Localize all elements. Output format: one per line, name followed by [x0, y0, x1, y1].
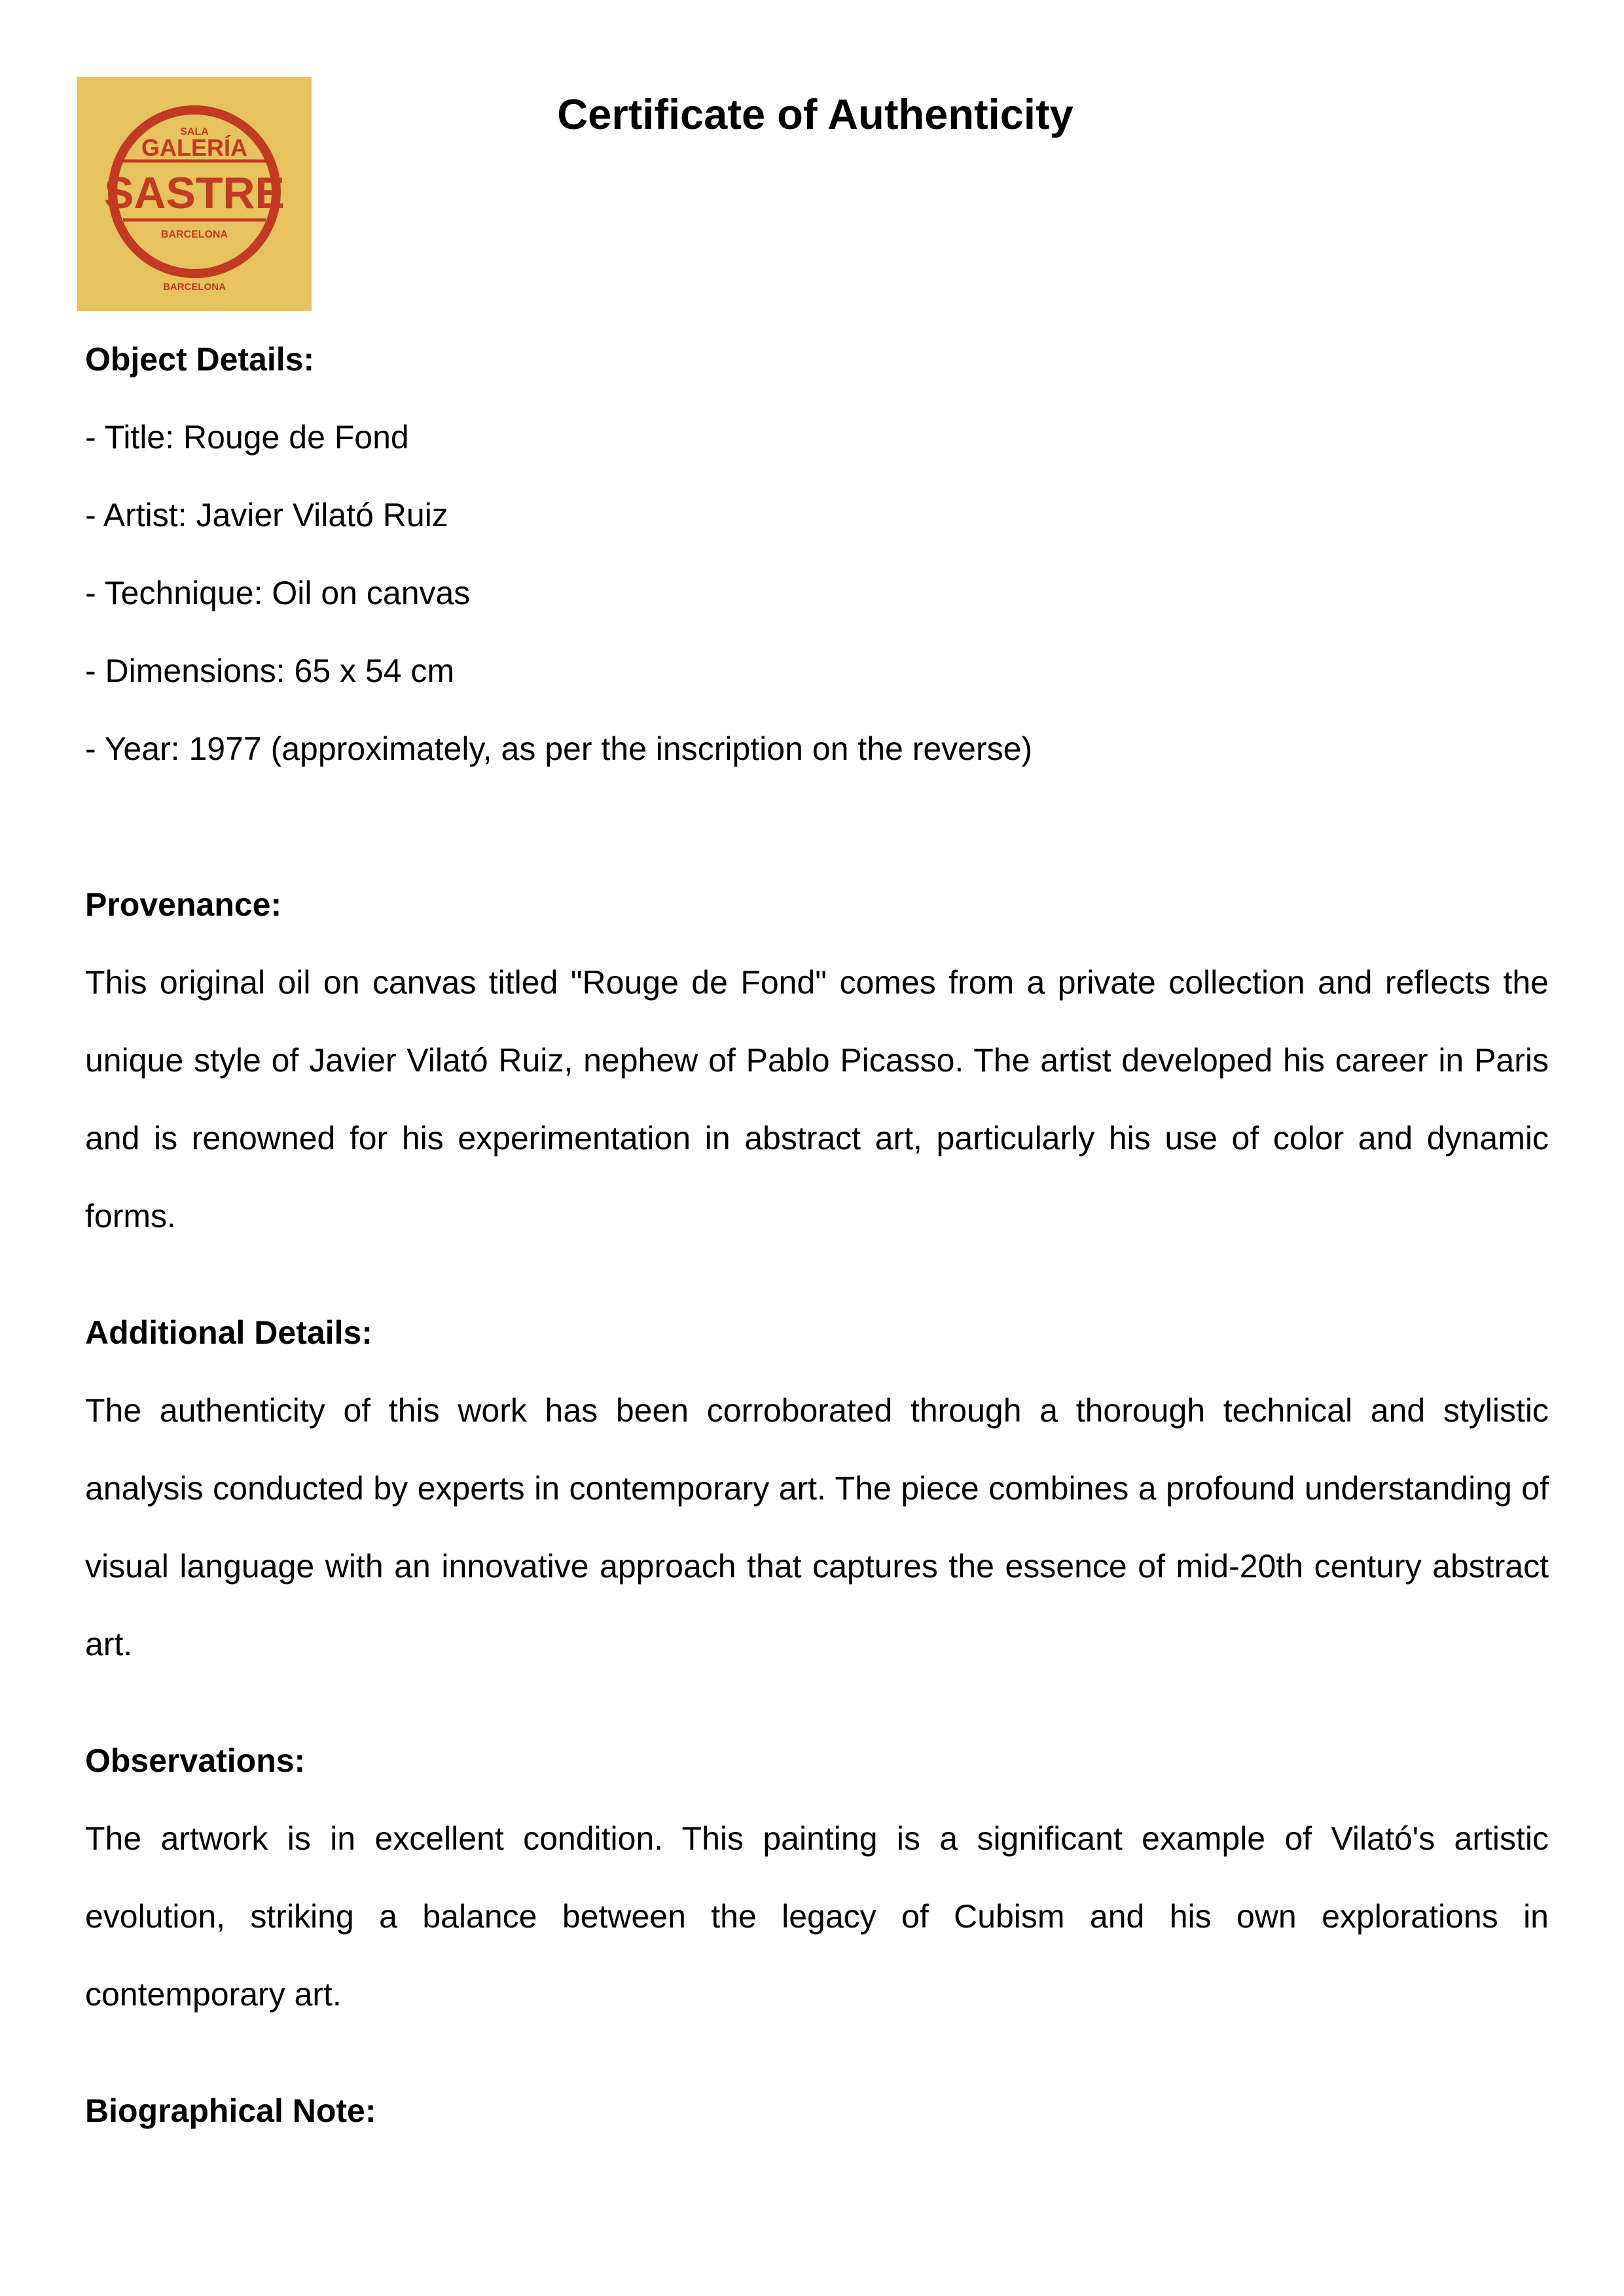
object-detail-year: - Year: 1977 (approximately, as per the inscription on the reverse) — [85, 730, 1033, 767]
logo-bottom-text: BARCELONA — [163, 281, 226, 293]
object-detail-title: - Title: Rouge de Fond — [85, 419, 409, 456]
spacer — [85, 2034, 1549, 2072]
additional-details-heading: Additional Details: — [85, 1314, 372, 1351]
logo-name-line1: GALERÍA — [141, 134, 247, 161]
logo-ring-text: BARCELONA — [160, 229, 228, 240]
object-detail-dimensions: - Dimensions: 65 x 54 cm — [85, 653, 455, 689]
logo-top-text: SALA — [180, 126, 209, 137]
certificate-body — [85, 321, 1549, 2150]
logo-name-line2: SASTRE — [104, 168, 285, 218]
biographical-note-heading: Biographical Note: — [85, 2092, 376, 2129]
provenance-heading: Provenance: — [85, 886, 282, 923]
spacer — [85, 1255, 1549, 1294]
object-detail-artist: - Artist: Javier Vilató Ruiz — [85, 497, 448, 533]
object-details-heading: Object Details: — [85, 341, 315, 378]
spacer — [85, 1683, 1549, 1722]
object-detail-technique: - Technique: Oil on canvas — [85, 575, 471, 611]
observations-text: The artwork is in excellent condition. This painting is a significant example of Vilató's artistic evolution, striking a balance between the legacy of Cubism and his own explorations in contemporary art. — [85, 1820, 1549, 2013]
spacer — [85, 788, 1549, 866]
provenance-text: This original oil on canvas titled "Rouge de Fond" comes from a private collection and reflects the unique style of Javier Vilató Ruiz, nephew of Pablo Picasso. The artist developed his career in Paris and is renowned for his experimentation in abstract art, particularly his use of color and dynamic forms. — [85, 964, 1549, 1234]
page-title: Certificate of Authenticity — [557, 90, 1074, 138]
observations-heading: Observations: — [85, 1742, 306, 1779]
additional-details-text: The authenticity of this work has been corroborated through a thorough technical and stylistic analysis conducted by experts in contemporary art. The piece combines a profound understanding of visual language with an innovative approach that captures the essence of mid-20th century abstract art. — [85, 1392, 1549, 1662]
